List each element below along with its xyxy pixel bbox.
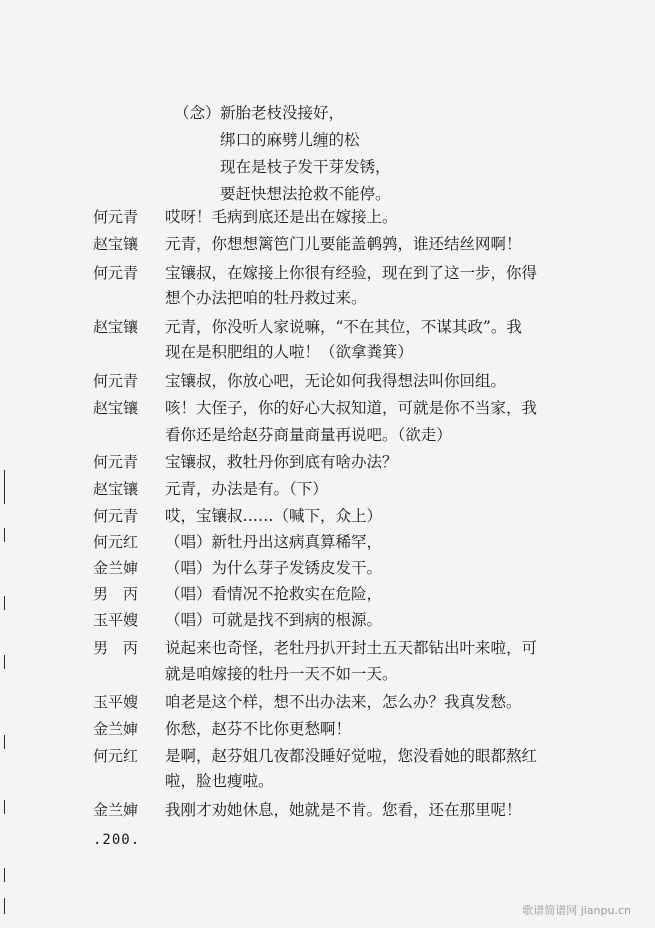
dialogue-line: 说起来也奇怪，老牡丹扒开封土五天都钻出叶来啦，可 — [165, 639, 538, 657]
dialogue-line: 哎呀！毛病到底还是出在嫁接上。 — [165, 208, 398, 226]
binding-mark — [4, 596, 5, 610]
speaker-name: 何元青 — [93, 264, 139, 282]
verse-line-4: 要赶快想法抢救不能停。 — [220, 185, 391, 203]
verse-line-1: 新胎老枝没接好， — [220, 104, 345, 122]
verse-tag: （念） — [174, 104, 221, 122]
binding-mark — [4, 470, 5, 504]
speaker-name: 何元青 — [93, 453, 139, 471]
speaker-name: 赵宝镶 — [93, 480, 139, 498]
watermark: 歌谱简谱网 jianpu.cn — [522, 904, 631, 917]
speaker-name: 金兰婶 — [93, 559, 139, 577]
binding-mark — [4, 655, 5, 669]
dialogue-line: （唱）看情况不抢救实在危险， — [165, 585, 383, 603]
dialogue-line: 啦，脸也瘦啦。 — [165, 772, 274, 790]
speaker-name: 何元青 — [93, 372, 139, 390]
binding-mark — [4, 898, 5, 914]
binding-mark — [4, 735, 5, 749]
speaker-name: 玉平嫂 — [93, 611, 139, 629]
dialogue-line: 宝镶叔，你放心吧，无论如何我得想法叫你回组。 — [165, 372, 507, 390]
dialogue-line: 想个办法把咱的牡丹救过来。 — [165, 289, 367, 307]
speaker-name: 男 丙 — [93, 639, 139, 657]
speaker-name: 何元红 — [93, 533, 139, 551]
page-number: .200. — [93, 832, 141, 848]
speaker-name: 何元红 — [93, 747, 139, 765]
speaker-name: 赵宝镶 — [93, 399, 139, 417]
speaker-name: 金兰婶 — [93, 720, 139, 738]
dialogue-line: 元青，办法是有。（下） — [165, 480, 328, 498]
verse-line-2: 绑口的麻劈儿缠的松 — [220, 131, 360, 149]
binding-mark — [4, 528, 5, 542]
speaker-name: 何元青 — [93, 507, 139, 525]
dialogue-line: 你愁，赵芬不比你更愁啊！ — [165, 720, 352, 738]
dialogue-line: 看你还是给赵芬商量商量再说吧。（欲走） — [165, 426, 452, 444]
speaker-name: 金兰婶 — [93, 801, 139, 819]
dialogue-line: 元青，你想想篱笆门儿要能盖鹌鹑，谁还结丝网啊！ — [165, 235, 522, 253]
dialogue-line: 咱老是这个样，想不出办法来，怎么办？我真发愁。 — [165, 693, 522, 711]
dialogue-line: 就是咱嫁接的牡丹一天不如一天。 — [165, 665, 398, 683]
dialogue-line: 咳！大侄子，你的好心大叔知道，可就是你不当家，我 — [165, 399, 538, 417]
dialogue-line: 现在是积肥组的人啦！（欲拿粪箕） — [165, 343, 414, 361]
speaker-name: 玉平嫂 — [93, 693, 139, 711]
binding-mark — [4, 800, 5, 814]
speaker-name: 男 丙 — [93, 585, 139, 603]
dialogue-line: （唱）为什么芽子发锈皮发干。 — [165, 559, 383, 577]
dialogue-line: 我刚才劝她休息，她就是不肯。您看，还在那里呢！ — [165, 801, 522, 819]
dialogue-line: 宝镶叔，在嫁接上你很有经验，现在到了这一步，你得 — [165, 264, 538, 282]
dialogue-line: （唱）可就是找不到病的根源。 — [165, 611, 383, 629]
speaker-name: 何元青 — [93, 208, 139, 226]
speaker-name: 赵宝镶 — [93, 318, 139, 336]
dialogue-line: 宝镶叔，救牡丹你到底有啥办法？ — [165, 453, 398, 471]
verse-line-3: 现在是枝子发干芽发锈， — [220, 158, 391, 176]
dialogue-line: 是啊，赵芬姐几夜都没睡好觉啦，您没看她的眼都熬红 — [165, 747, 538, 765]
dialogue-line: （唱）新牡丹出这病真算稀罕， — [165, 533, 383, 551]
dialogue-line: 元青，你没听人家说嘛，“不在其位，不谋其政”。我 — [165, 318, 522, 336]
dialogue-line: 哎，宝镶叔……（喊下，众上） — [165, 507, 383, 525]
speaker-name: 赵宝镶 — [93, 235, 139, 253]
binding-mark — [4, 868, 5, 882]
